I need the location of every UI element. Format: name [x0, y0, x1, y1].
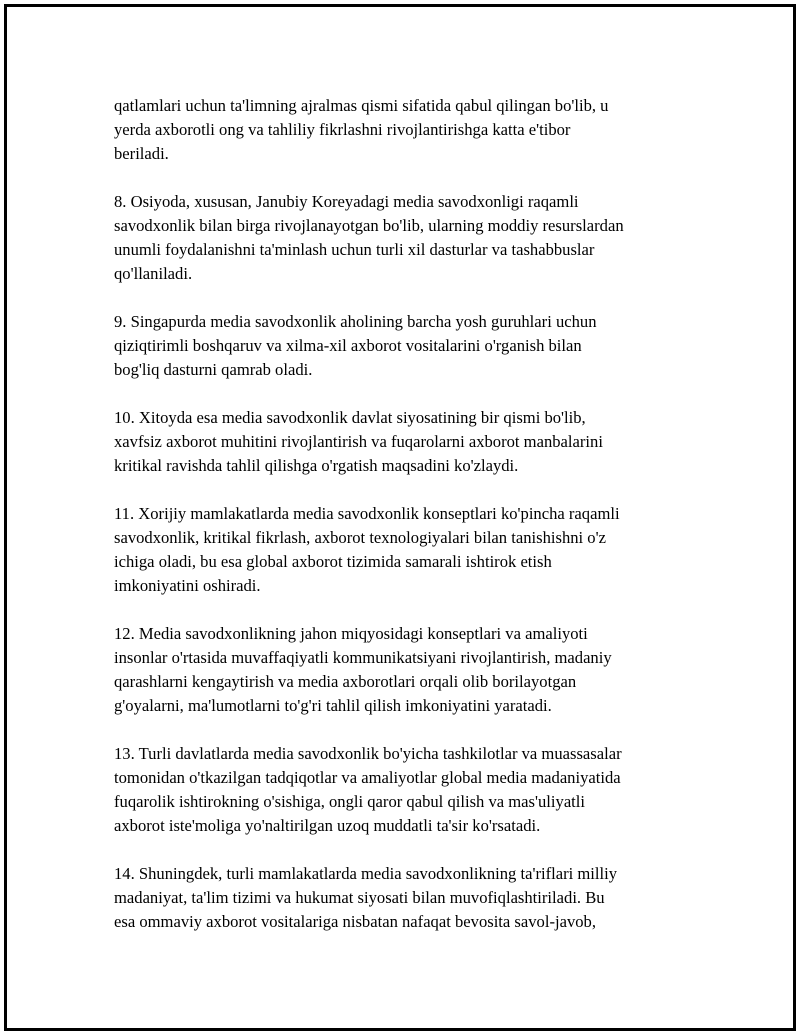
paragraph-9: 9. Singapurda media savodxonlik aholining barcha yosh guruhlari uchun qiziqtirimli boshqaruv va xilma-xil axborot vositalarini o'rganish bilan bog'liq dasturni qamrab oladi.: [114, 312, 597, 379]
paragraph-10: 10. Xitoyda esa media savodxonlik davlat siyosatining bir qismi bo'lib, xavfsiz axborot muhitini rivojlantirish va fuqarolarni axborot manbalarini kritikal ravishda tahlil qilishga o'rgatish maqsadini ko'zlaydi.: [114, 408, 603, 475]
paragraph-11: 11. Xorijiy mamlakatlarda media savodxonlik konseptlari ko'pincha raqamli savodxonlik, kritikal fikrlash, axborot texnologiyalari bilan tanishishni o'z ichiga oladi, bu esa global axborot tizimida samarali ishtirok etish imkoniyatini oshiradi.: [114, 504, 620, 595]
paragraph-continuation: qatlamlari uchun ta'limning ajralmas qismi sifatida qabul qilingan bo'lib, u yerda axborotli ong va tahliliy fikrlashni rivojlantirishga katta e'tibor beriladi.: [114, 96, 609, 163]
paragraph-12: 12. Media savodxonlikning jahon miqyosidagi konseptlari va amaliyoti insonlar o'rtasida muvaffaqiyatli kommunikatsiyani rivojlantirish, madaniy qarashlarni kengaytirish va media axborotlari orqali olib borilayotgan g'oyalarni, ma'lumotlarni to'g'ri tahlil qilish imkoniyatini yaratadi.: [114, 624, 612, 715]
paragraph-8: 8. Osiyoda, xususan, Janubiy Koreyadagi media savodxonligi raqamli savodxonlik bilan birga rivojlanayotgan bo'lib, ularning moddiy resurslardan unumli foydalanishni ta'minlash uchun turli xil dasturlar va tashabbuslar qo'llaniladi.: [114, 192, 624, 283]
paragraph-14: 14. Shuningdek, turli mamlakatlarda media savodxonlikning ta'riflari milliy madaniyat, ta'lim tizimi va hukumat siyosati bilan muvofiqlashtiriladi. Bu esa ommaviy axborot vositalariga nisbatan nafaqat bevosita savol-javob,: [114, 864, 618, 931]
document-body: [114, 94, 684, 958]
paragraph-13: 13. Turli davlatlarda media savodxonlik bo'yicha tashkilotlar va muassasalar tomonidan o'tkazilgan tadqiqotlar va amaliyotlar global media madaniyatida fuqarolik ishtirokning o'sishiga, ongli qaror qabul qilish va mas'uliyatli axborot iste'moliga yo'naltirilgan uzoq muddatli ta'sir ko'rsatadi.: [114, 744, 622, 835]
